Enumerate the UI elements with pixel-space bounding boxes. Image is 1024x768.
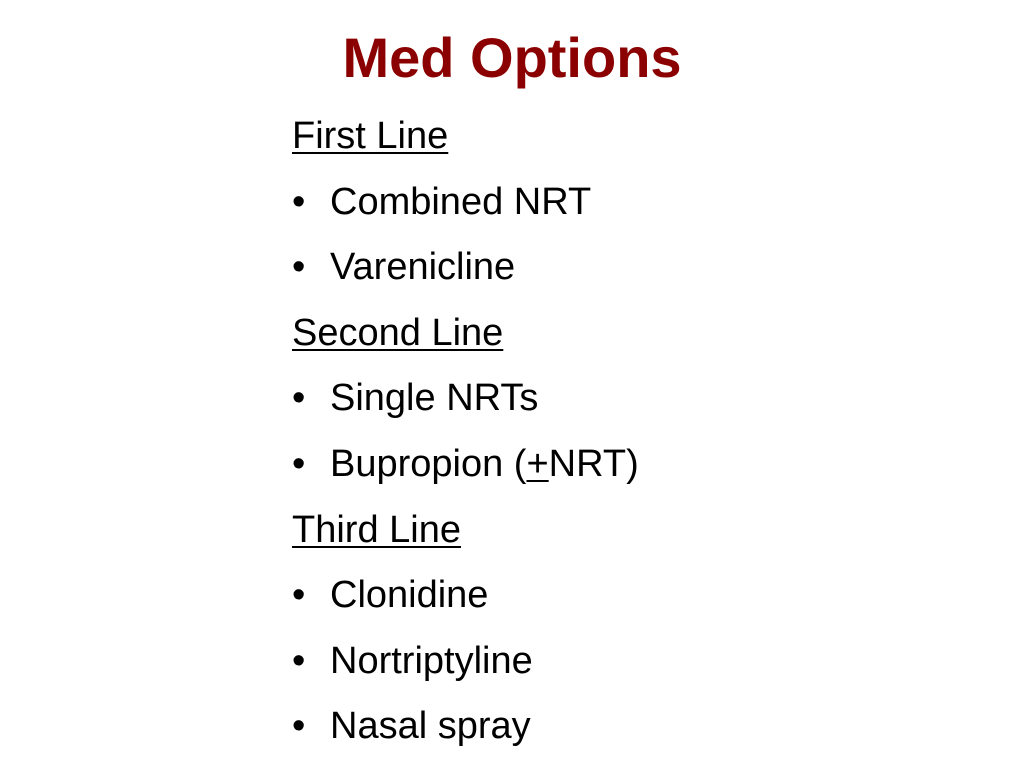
section-heading-first-line — [292, 104, 932, 170]
list-item — [292, 366, 932, 432]
bullet-icon: • — [292, 705, 306, 748]
bullet-icon: • — [292, 246, 306, 289]
list-item — [292, 629, 932, 695]
list-item-text: Nortriptyline — [330, 639, 533, 682]
list-item-text: Clonidine — [330, 574, 489, 617]
list-item-text-prefix: Bupropion ( — [330, 442, 527, 485]
list-item-text: Combined NRT — [330, 180, 592, 223]
section-heading-third-line — [292, 498, 932, 564]
list-item-text: Nasal spray — [330, 705, 531, 748]
list-item-text: Single NRTs — [330, 377, 539, 420]
section-heading-text: First Line — [292, 115, 449, 157]
slide-body — [292, 104, 932, 760]
list-item — [292, 235, 932, 301]
bullet-icon: • — [292, 442, 306, 485]
bullet-icon: • — [292, 377, 306, 420]
list-item-text: Varenicline — [330, 246, 516, 289]
plus-minus-symbol: + — [526, 442, 549, 485]
list-item — [292, 563, 932, 629]
bullet-icon: • — [292, 639, 306, 682]
section-heading-second-line — [292, 301, 932, 367]
slide-title: Med Options — [342, 26, 682, 89]
bullet-icon: • — [292, 180, 306, 223]
section-heading-text: Second Line — [292, 311, 504, 354]
list-item — [292, 432, 932, 498]
section-heading-text: Third Line — [292, 508, 461, 551]
bullet-icon: • — [292, 574, 306, 617]
list-item — [292, 170, 932, 236]
list-item-text-suffix: NRT) — [548, 442, 639, 485]
list-item — [292, 694, 932, 760]
